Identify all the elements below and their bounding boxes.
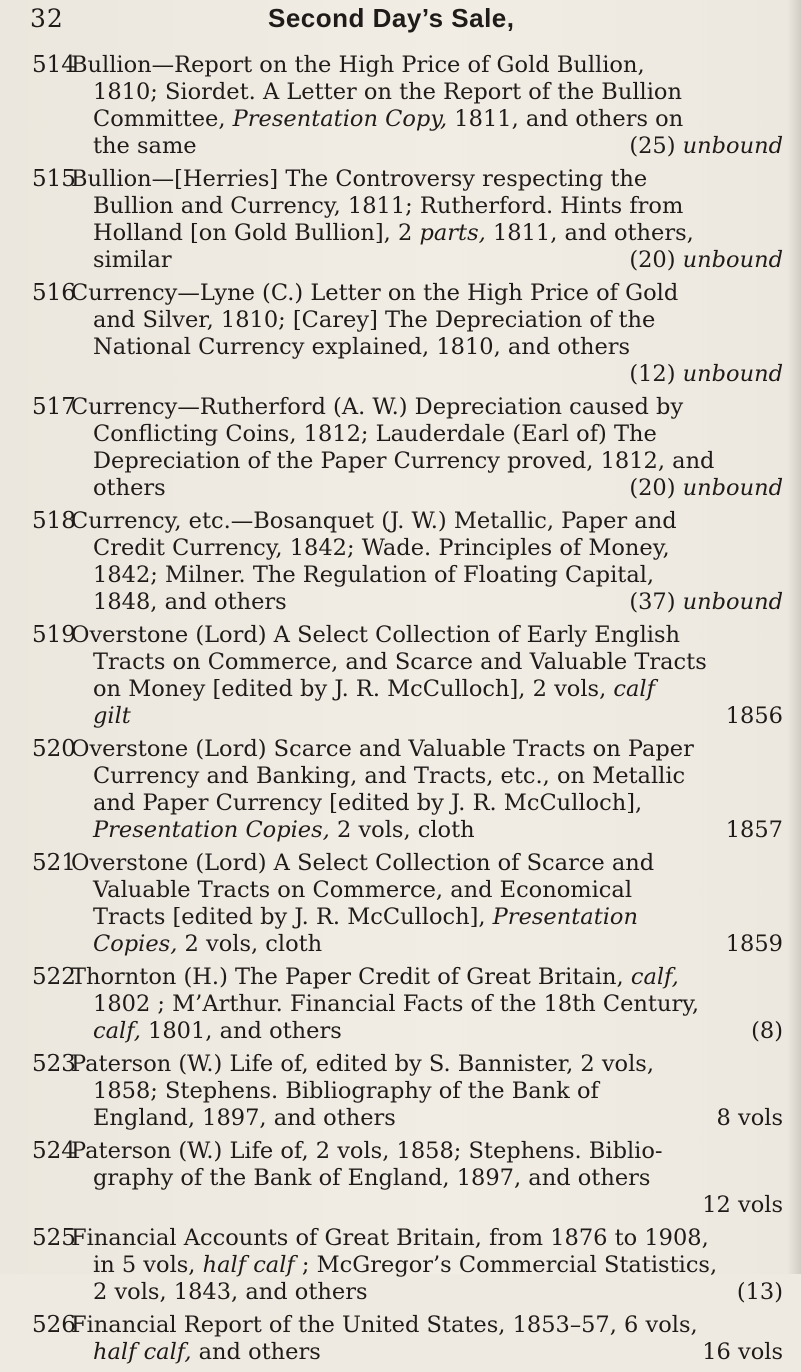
lot-description: Currency—Lyne (C.) Letter on the High Price of Gold and Silver, 1810; [Carey] The Depreciation of the National Currency explained, 1810, and others (12) unbound bbox=[71, 280, 783, 387]
lot-description: Bullion—Report on the High Price of Gold Bullion, 1810; Siordet. A Letter on the Report of the Bullion Committee, Presentation Copy, 1811, and others on the same (25) unbound bbox=[71, 52, 783, 159]
lot-entry bbox=[0, 1051, 801, 1132]
lot-number: 526 bbox=[32, 1312, 76, 1338]
lot-entry bbox=[0, 622, 801, 730]
lot-description: Overstone (Lord) Scarce and Valuable Tracts on Paper Currency and Banking, and Tracts, etc., on Metallic and Paper Currency [edited by J. R. McCulloch], Presentation Copies, 2 vols, cloth 1857 bbox=[71, 736, 783, 843]
lot-number: 518 bbox=[32, 508, 76, 534]
page-number: 32 bbox=[30, 4, 64, 33]
running-head: Second Day’s Sale, bbox=[268, 3, 515, 33]
lot-number: 523 bbox=[32, 1051, 76, 1077]
lot-description: Thornton (H.) The Paper Credit of Great Britain, calf, 1802 ; M’Arthur. Financial Facts of the 18th Century, calf, 1801, and others (8) bbox=[71, 964, 783, 1044]
lot-description: Paterson (W.) Life of, edited by S. Bannister, 2 vols, 1858; Stephens. Bibliography of the Bank of England, 1897, and others 8 vols bbox=[71, 1051, 783, 1131]
lot-description: Overstone (Lord) A Select Collection of Early English Tracts on Commerce, and Scarce and Valuable Tracts on Money [edited by J. R. McCulloch], 2 vols, calf gilt 1856 bbox=[71, 622, 783, 729]
lot-description: Currency—Rutherford (A. W.) Depreciation caused by Conflicting Coins, 1812; Lauderdale (Earl of) The Depreciation of the Paper Currency proved, 1812, and others (20) unbound bbox=[71, 394, 783, 501]
lot-description: Currency, etc.—Bosanquet (J. W.) Metallic, Paper and Credit Currency, 1842; Wade. Principles of Money, 1842; Milner. The Regulation of Floating Capital, 1848, and others (37) unbound bbox=[71, 508, 783, 615]
lot-number: 516 bbox=[32, 280, 76, 306]
lot-number: 520 bbox=[32, 736, 76, 762]
lot-number: 525 bbox=[32, 1225, 76, 1251]
lot-entry bbox=[0, 1312, 801, 1366]
lot-entry bbox=[0, 964, 801, 1045]
lot-entry bbox=[0, 280, 801, 388]
lot-number: 519 bbox=[32, 622, 76, 648]
lot-entry bbox=[0, 394, 801, 502]
lot-entry bbox=[0, 736, 801, 844]
lot-entry bbox=[0, 166, 801, 274]
page-header bbox=[30, 4, 780, 40]
lot-description: Financial Accounts of Great Britain, from 1876 to 1908, in 5 vols, half calf ; McGregor’s Commercial Statistics, 2 vols, 1843, and others (13) bbox=[71, 1225, 783, 1305]
lot-entry bbox=[0, 508, 801, 616]
lot-number: 521 bbox=[32, 850, 76, 876]
lot-number: 522 bbox=[32, 964, 76, 990]
lot-description: Paterson (W.) Life of, 2 vols, 1858; Stephens. Biblio- graphy of the Bank of England, 1897, and others 12 vols bbox=[71, 1138, 783, 1218]
lot-number: 515 bbox=[32, 166, 76, 192]
lot-list bbox=[0, 52, 801, 1372]
lot-description: Bullion—[Herries] The Controversy respecting the Bullion and Currency, 1811; Rutherford. Hints from Holland [on Gold Bullion], 2 parts, 1811, and others, similar (20) unbound bbox=[71, 166, 783, 273]
lot-entry bbox=[0, 1138, 801, 1219]
lot-number: 517 bbox=[32, 394, 76, 420]
lot-number: 514 bbox=[32, 52, 76, 78]
lot-description: Overstone (Lord) A Select Collection of Scarce and Valuable Tracts on Commerce, and Economical Tracts [edited by J. R. McCulloch], Presentation Copies, 2 vols, cloth 1859 bbox=[71, 850, 783, 957]
lot-number: 524 bbox=[32, 1138, 76, 1164]
lot-entry bbox=[0, 1225, 801, 1306]
lot-description: Financial Report of the United States, 1853–57, 6 vols, half calf, and others 16 vols bbox=[71, 1312, 783, 1365]
lot-entry bbox=[0, 850, 801, 958]
lot-entry bbox=[0, 52, 801, 160]
